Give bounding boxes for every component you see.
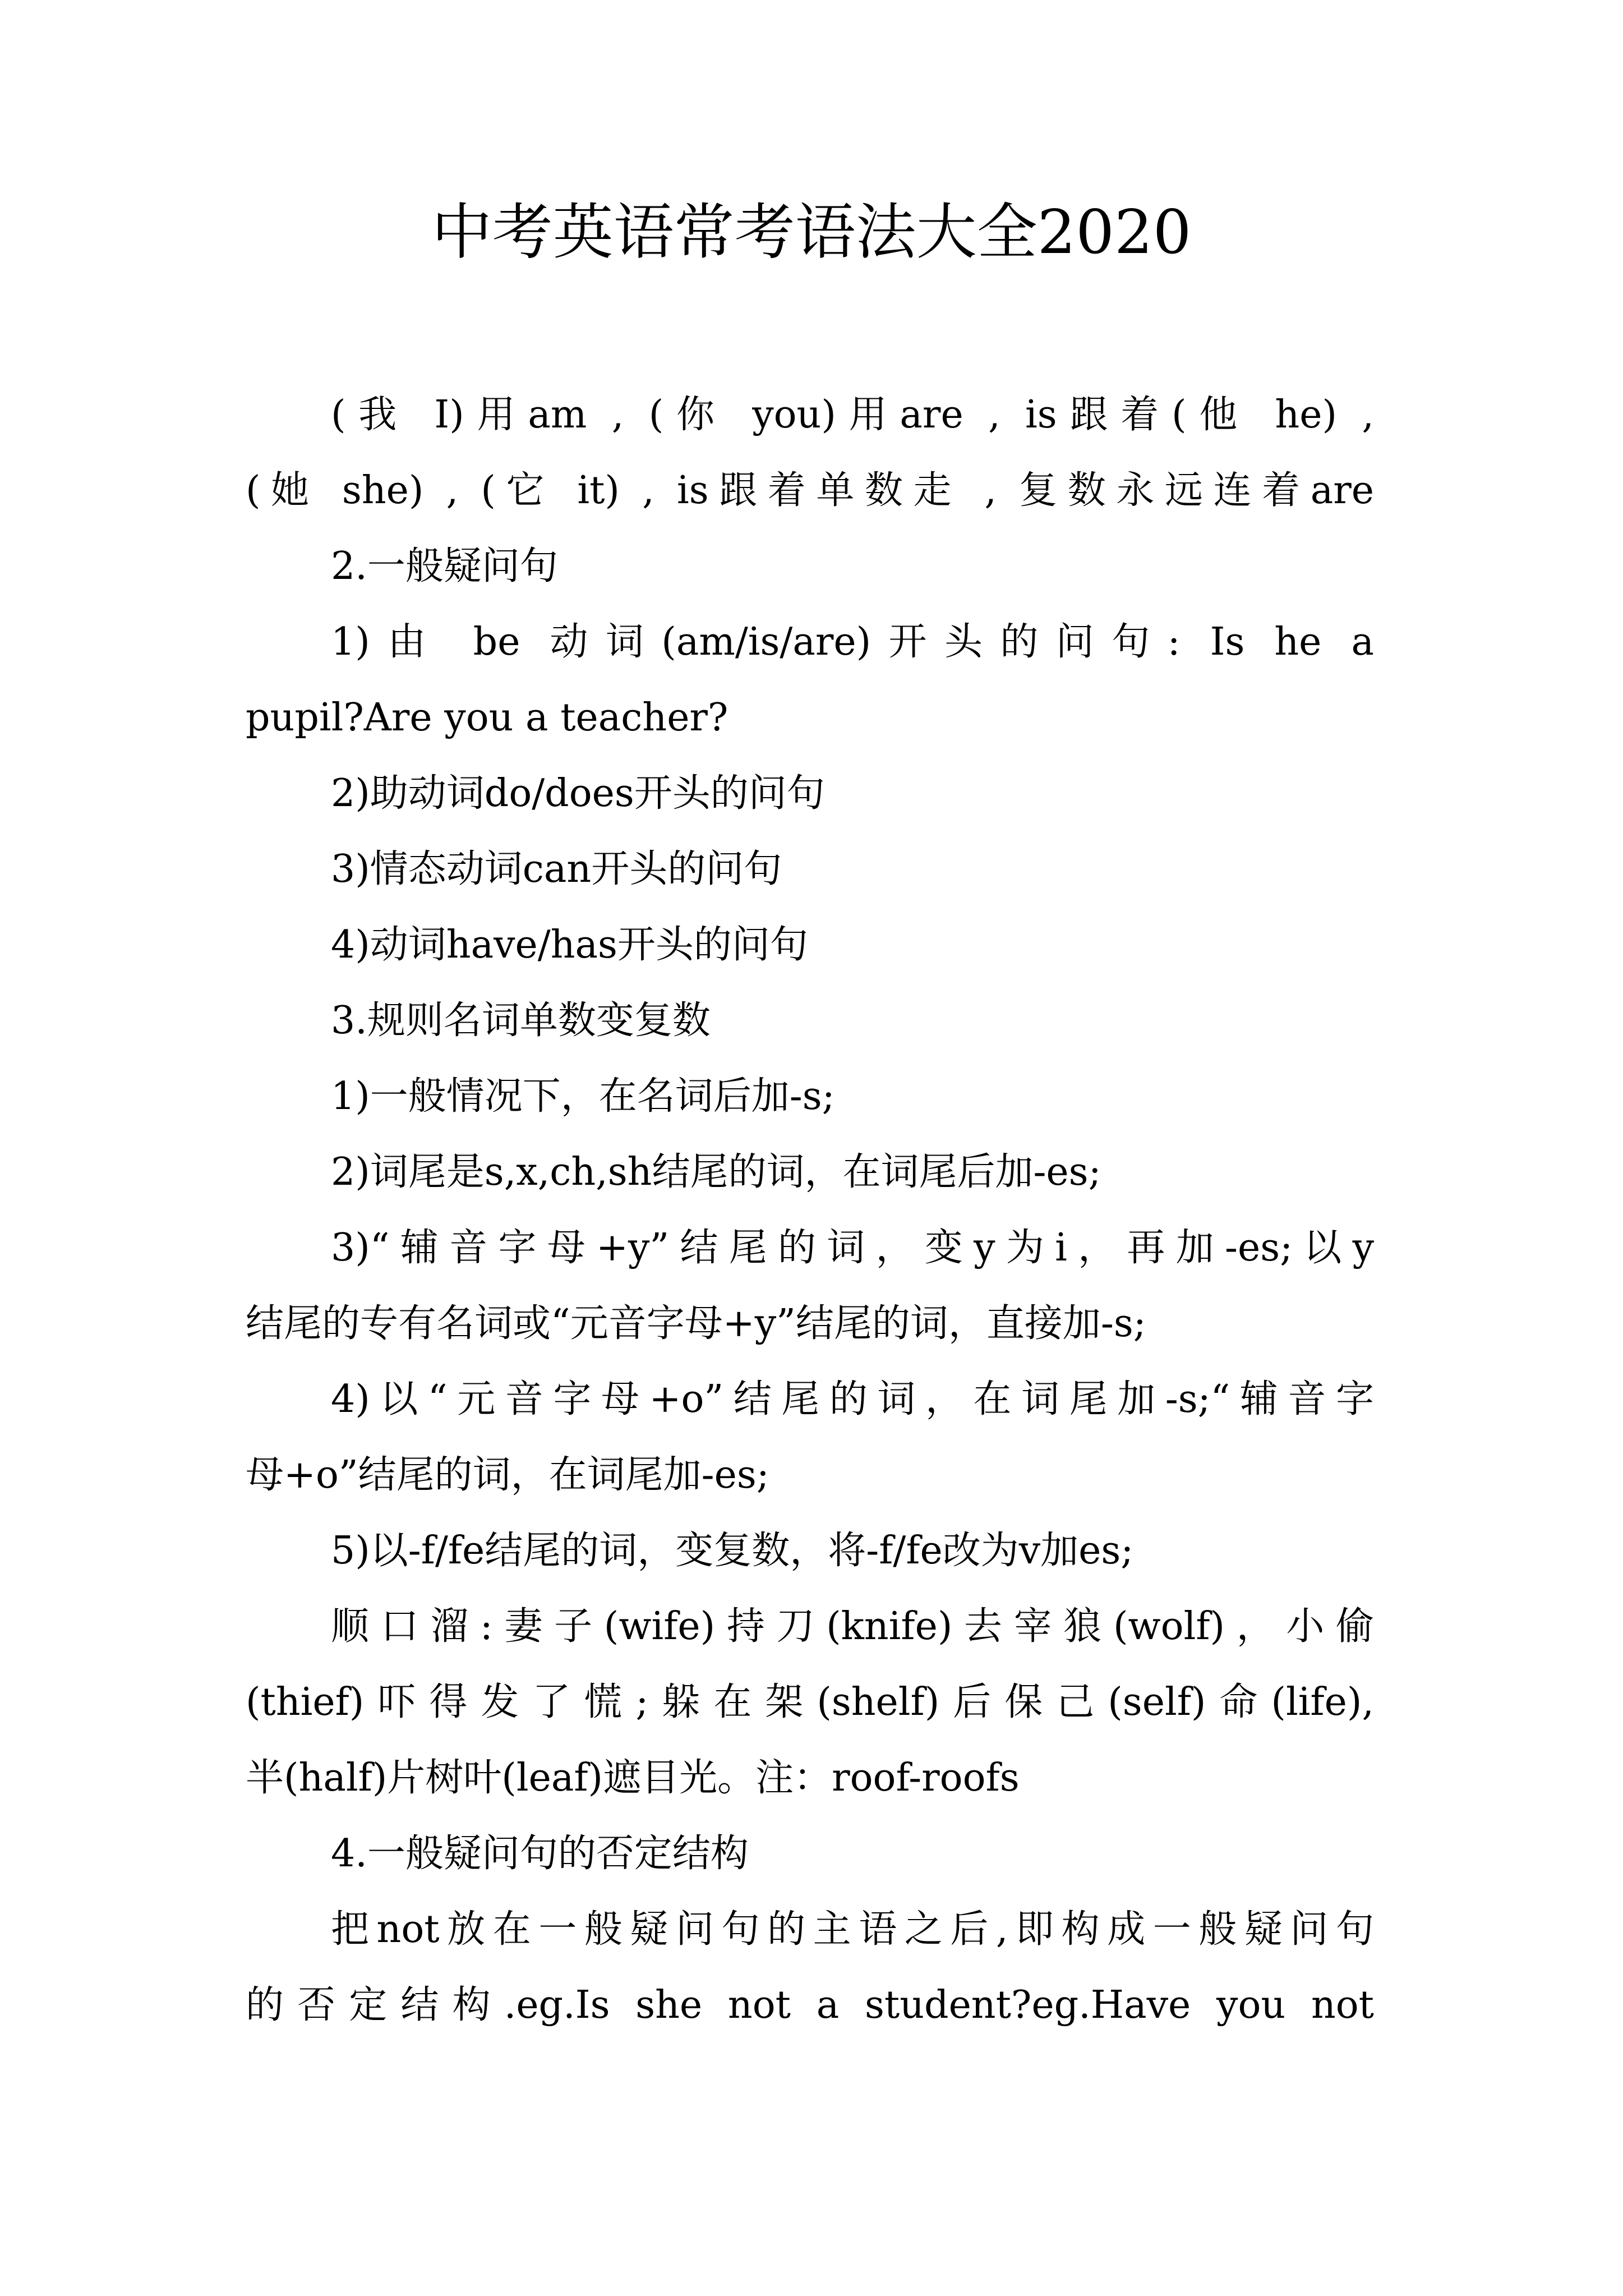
- paragraph-line: 顺口溜:妻子(wife)持刀(knife)去宰狼(wolf)，小偷: [331, 1604, 1374, 1649]
- paragraph-line: 2)词尾是s,x,ch,sh结尾的词，在词尾后加-es;: [331, 1150, 1101, 1194]
- paragraph-line: (thief)吓得发了慌;躲在架(shelf)后保己(self)命(life),: [246, 1680, 1374, 1724]
- paragraph-line: 3)“辅音字母+y”结尾的词，变y为i，再加-es;以y: [331, 1226, 1374, 1270]
- paragraph-line: 的否定结构.eg.Is she not a student?eg.Have you not: [246, 1983, 1374, 2027]
- paragraph-line: 1)由 be 动词(am/is/are)开头的问句: Is he a: [331, 620, 1374, 664]
- paragraph-line: 4)以“元音字母+o”结尾的词，在词尾加-s;“辅音字: [331, 1377, 1374, 1421]
- paragraph-line: 4)动词have/has开头的问句: [331, 923, 808, 967]
- paragraph-line: 母+o”结尾的词，在词尾加-es;: [246, 1453, 769, 1497]
- paragraph-line: pupil?Are you a teacher?: [246, 696, 728, 740]
- paragraph-line: 5)以-f/fe结尾的词，变复数，将-f/fe改为v加es;: [331, 1529, 1134, 1573]
- paragraph-line: 1)一般情况下，在名词后加-s;: [331, 1074, 835, 1119]
- document-title: 中考英语常考语法大全2020: [431, 197, 1192, 268]
- paragraph-line: 半(half)片树叶(leaf)遮目光。注：roof-roofs: [246, 1756, 1020, 1800]
- paragraph-line: (她 she) , (它 it) , is跟着单数走 , 复数永远连着are: [246, 468, 1374, 513]
- paragraph-line: 3)情态动词can开头的问句: [331, 847, 782, 891]
- paragraph-line: 2)助动词do/does开头的问句: [331, 771, 825, 816]
- paragraph-line: 把not放在一般疑问句的主语之后,即构成一般疑问句: [331, 1907, 1374, 1952]
- section-heading: 4.一般疑问句的否定结构: [331, 1832, 749, 1876]
- paragraph-line: (我 I)用am , (你 you)用are , is跟着(他 he) ,: [331, 393, 1374, 437]
- section-heading: 3.规则名词单数变复数: [331, 999, 711, 1043]
- section-heading: 2.一般疑问句: [331, 544, 558, 588]
- paragraph-line: 结尾的专有名词或“元音字母+y”结尾的词，直接加-s;: [246, 1301, 1146, 1346]
